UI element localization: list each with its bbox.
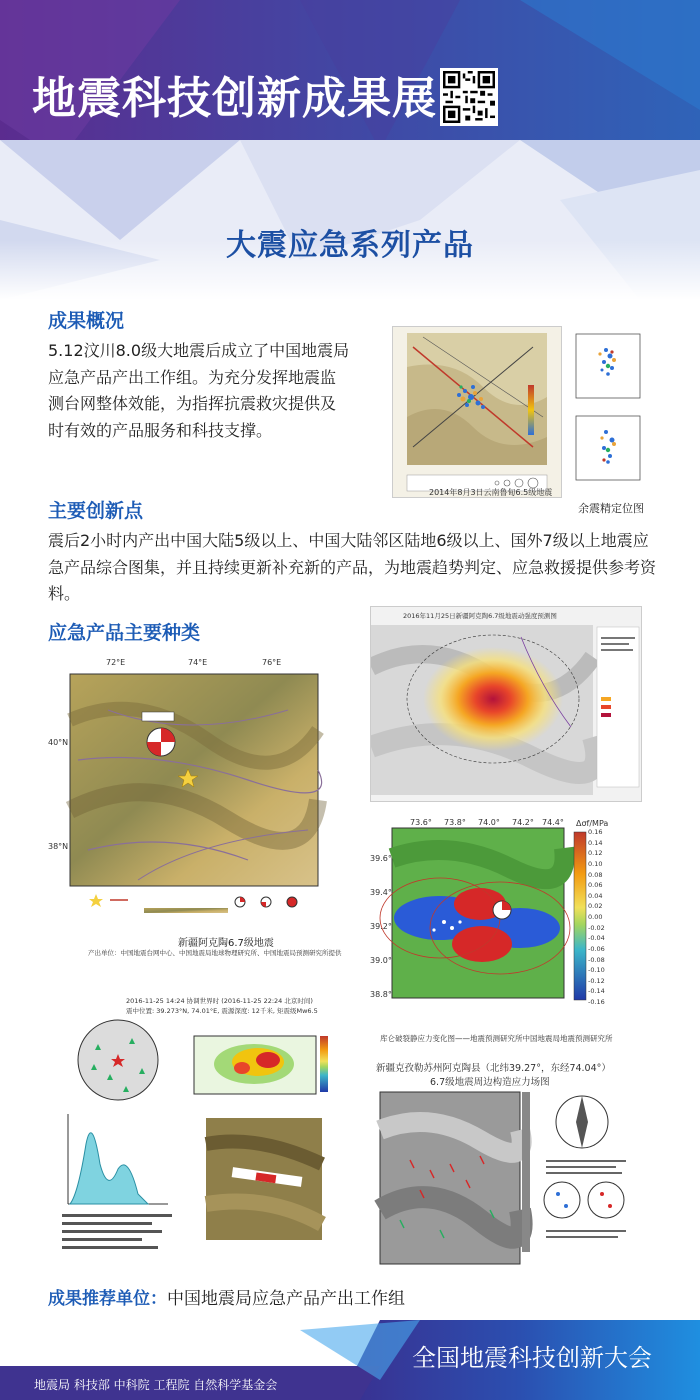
map-lon-tick-1: 72°E bbox=[106, 658, 126, 667]
aftershock-caption: 余震精定位图 bbox=[578, 502, 644, 515]
map-lon-tick-2: 74°E bbox=[188, 658, 208, 667]
stress-scale-label: -0.12 bbox=[588, 976, 605, 985]
innovation-heading: 主要创新点 bbox=[48, 500, 144, 522]
rupture-title: 2016-11-25 14:24 协调世界时 (2016-11-25 22:24 北京时间) bbox=[126, 997, 313, 1005]
stress-lat-tick-5: 38.8° bbox=[370, 990, 392, 999]
stress-scale-label: 0.10 bbox=[588, 859, 603, 868]
stress-scale-label: -0.10 bbox=[588, 966, 605, 975]
stress-scale-label: 0.04 bbox=[588, 891, 603, 900]
stress-scale-label: 0.14 bbox=[588, 838, 603, 847]
stress-scale-label: -0.08 bbox=[588, 955, 605, 964]
recommend-line bbox=[48, 1284, 405, 1309]
stress-lon-tick-4: 74.2° bbox=[512, 818, 534, 827]
rupture-subtitle: 震中位置: 39.273°N, 74.01°E, 震源深度: 12千米, 矩震级Mw6.5 bbox=[126, 1007, 318, 1015]
tectonic-stress-figure bbox=[370, 1060, 642, 1278]
recommend-label: 成果推荐单位： bbox=[48, 1289, 167, 1309]
qr-code-icon bbox=[443, 71, 495, 123]
aftershock-map-image bbox=[393, 327, 562, 498]
stress-caption: 库仑破裂静应力变化图——地震预测研究所中国地震局地震预测研究所 bbox=[380, 1034, 613, 1043]
stress-scale-label: -0.02 bbox=[588, 923, 605, 932]
stress-scale-label: 0.08 bbox=[588, 870, 603, 879]
stress-lon-tick-3: 74.0° bbox=[478, 818, 500, 827]
stress-scale-label: -0.14 bbox=[588, 987, 605, 996]
topographic-map-figure bbox=[48, 650, 348, 960]
rupture-process-figure bbox=[48, 994, 352, 1264]
stress-scale-label: 0.16 bbox=[588, 828, 603, 836]
tectonic-title: 新疆克孜勒苏州阿克陶县（北纬39.27°，东经74.04°） bbox=[376, 1063, 611, 1074]
organizers: 地震局 科技部 中科院 工程院 自然科学基金会 bbox=[34, 1378, 278, 1392]
intensity-map-image bbox=[371, 607, 642, 802]
products-heading: 应急产品主要种类 bbox=[48, 622, 201, 644]
stress-lat-tick-2: 39.4° bbox=[370, 888, 392, 897]
stress-lon-tick-2: 73.8° bbox=[444, 818, 466, 827]
stress-scale-label: 0.06 bbox=[588, 881, 603, 890]
innovation-text: 震后2小时内产出中国大陆5级以上、中国大陆邻区陆地6级以上、国外7级以上地震应急产品综合图集，并且持续更新补充新的产品，为地震趋势判定、应急救援提供参考资料。 bbox=[48, 531, 657, 603]
stress-scale-labels bbox=[588, 828, 628, 1006]
stress-scale-label: -0.16 bbox=[588, 998, 605, 1006]
stress-lon-tick-1: 73.6° bbox=[410, 818, 432, 827]
stress-scale-label: -0.04 bbox=[588, 934, 605, 943]
header-banner bbox=[0, 0, 700, 300]
stress-lon-tick-5: 74.4° bbox=[542, 818, 564, 827]
stress-scale-label: -0.06 bbox=[588, 944, 605, 953]
stress-scale-label: 0.02 bbox=[588, 902, 603, 911]
intensity-map-title: 2016年11月25日新疆阿克陶6.7级地震动强度预测图 bbox=[403, 612, 557, 620]
stress-unit-label: Δσf/MPa bbox=[576, 819, 609, 828]
overview-heading: 成果概况 bbox=[48, 310, 125, 332]
stress-lat-tick-3: 39.2° bbox=[370, 922, 392, 931]
stress-lat-tick-1: 39.6° bbox=[370, 854, 392, 863]
section-subtitle: 大震应急系列产品 bbox=[226, 228, 474, 263]
page-title: 地震科技创新成果展 bbox=[32, 73, 437, 124]
intensity-map-figure bbox=[370, 606, 642, 802]
footer-banner bbox=[0, 1320, 700, 1400]
conference-name: 全国地震科技创新大会 bbox=[412, 1344, 652, 1372]
map-caption: 新疆阿克陶6.7级地震 bbox=[178, 938, 274, 949]
map-source: 产出单位：中国地震台网中心、中国地震局地球物理研究所、中国地震局预测研究所提供 bbox=[88, 949, 342, 957]
recommend-value: 中国地震局应急产品产出工作组 bbox=[167, 1289, 405, 1309]
tectonic-stress-image bbox=[370, 1060, 642, 1278]
aftershock-map-subcaption: 2014年8月3日云南鲁甸6.5级地震 bbox=[429, 488, 553, 497]
aftershock-map-figure bbox=[392, 326, 562, 498]
qr-code[interactable] bbox=[440, 68, 498, 126]
tectonic-subtitle: 6.7级地震周边构造应力场图 bbox=[430, 1077, 550, 1088]
aftershock-profile-image bbox=[568, 330, 644, 490]
aftershock-profile-figure bbox=[568, 330, 644, 490]
topographic-map-image bbox=[48, 650, 348, 960]
map-lat-tick-1: 40°N bbox=[48, 738, 69, 747]
stress-map-figure bbox=[370, 818, 636, 1030]
map-lon-tick-3: 76°E bbox=[262, 658, 282, 667]
map-lat-tick-2: 38°N bbox=[48, 842, 69, 851]
stress-lat-tick-4: 39.0° bbox=[370, 956, 392, 965]
rupture-process-image bbox=[48, 994, 352, 1264]
overview-text: 5.12汶川8.0级大地震后成立了中国地震局应急产品产出工作组。为充分发挥地震监测台网整体效能，为指挥抗震救灾提供及时有效的产品服务和科技支撑。 bbox=[48, 341, 350, 440]
stress-scale-label: 0.00 bbox=[588, 913, 603, 921]
stress-scale-label: 0.12 bbox=[588, 849, 603, 858]
